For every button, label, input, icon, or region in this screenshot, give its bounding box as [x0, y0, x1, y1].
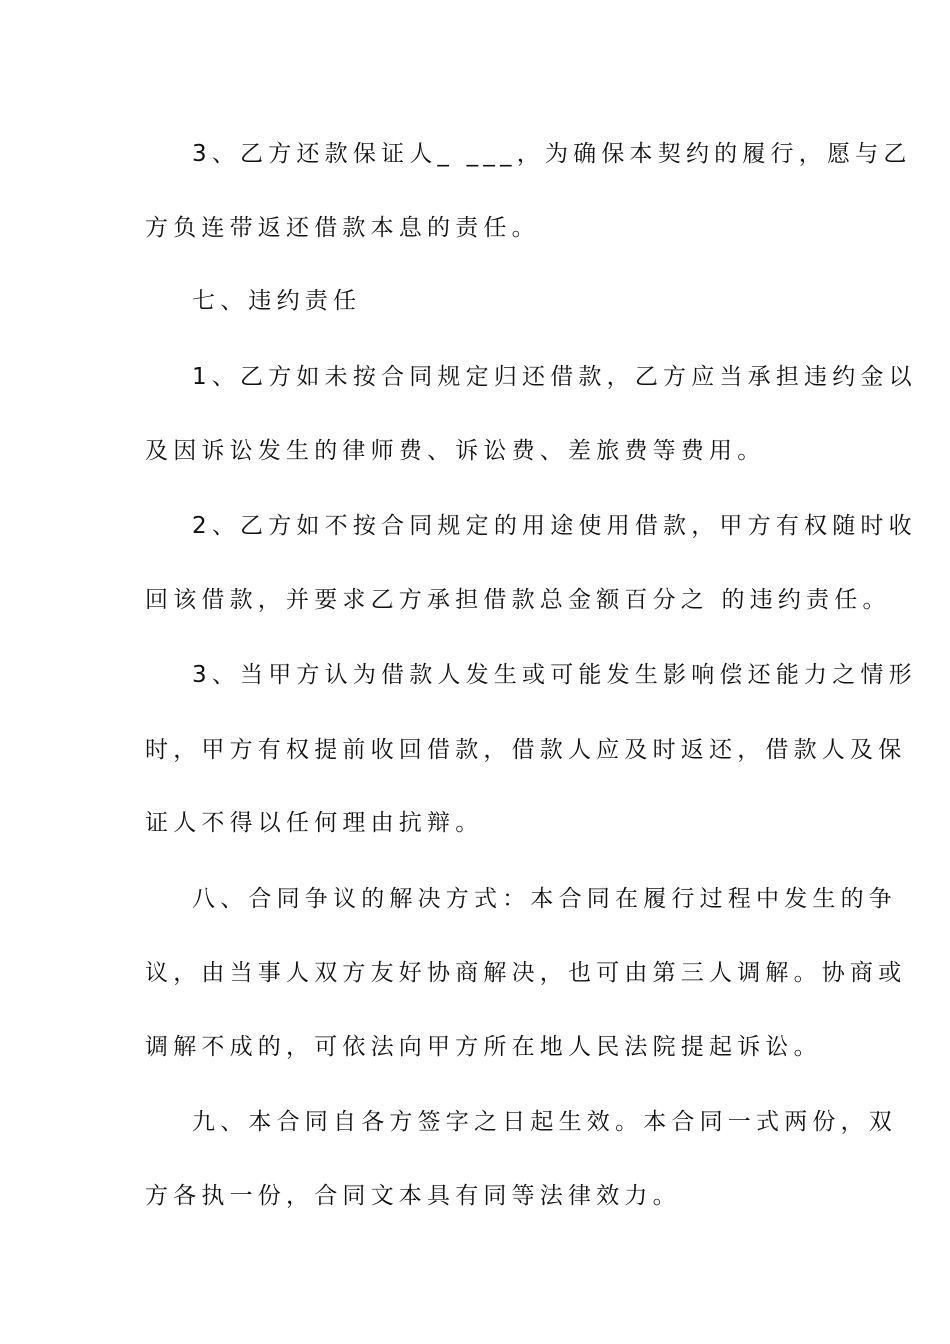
section-9-line-1: 九、本合同自各方签字之日起生效。本合同一式两份，双 — [192, 1109, 897, 1135]
section-8-line-3: 调解不成的，可依法向甲方所在地人民法院提起诉讼。 — [145, 1034, 822, 1060]
clause-7-3-line-3: 证人不得以任何理由抗辩。 — [145, 810, 484, 836]
section-8-line-1: 八、合同争议的解决方式：本合同在履行过程中发生的争 — [192, 886, 897, 912]
clause-7-2-line-2: 回该借款，并要求乙方承担借款总金额百分之 的违约责任。 — [145, 587, 891, 613]
section-8-line-2: 议，由当事人双方友好协商解决，也可由第三人调解。协商或 — [145, 960, 907, 986]
clause-7-3-line-1: 3、当甲方认为借款人发生或可能发生影响偿还能力之情形 — [192, 662, 917, 688]
section-9-line-2: 方各执一份，合同文本具有同等法律效力。 — [145, 1183, 681, 1209]
section-7-heading: 七、违约责任 — [192, 288, 362, 314]
clause-6-3-line-2: 方负连带返还借款本息的责任。 — [145, 215, 540, 241]
clause-6-3-line-1: 3、乙方还款保证人_ ___，为确保本契约的履行，愿与乙 — [192, 141, 912, 167]
clause-7-3-line-2: 时，甲方有权提前收回借款，借款人应及时返还，借款人及保 — [145, 737, 907, 763]
clause-7-2-line-1: 2、乙方如不按合同规定的用途使用借款，甲方有权随时收 — [192, 513, 917, 539]
clause-7-1-line-1: 1、乙方如未按合同规定归还借款，乙方应当承担违约金以 — [192, 364, 917, 390]
clause-7-1-line-2: 及因诉讼发生的律师费、诉讼费、差旅费等费用。 — [145, 438, 766, 464]
